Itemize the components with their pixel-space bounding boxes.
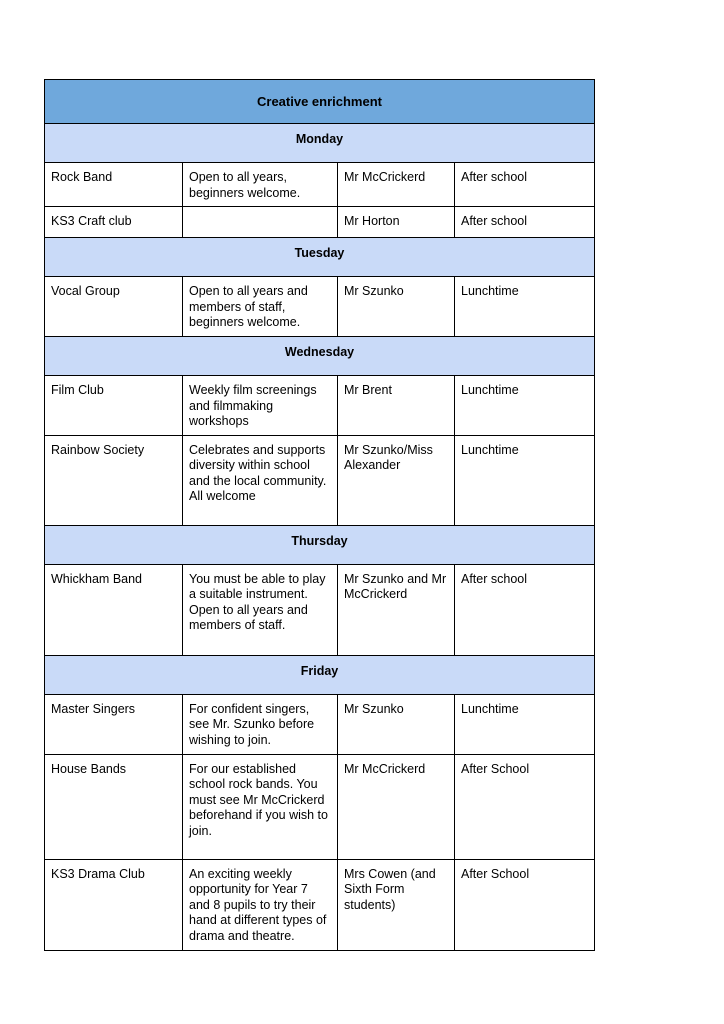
day-header-friday: Friday: [45, 655, 595, 694]
activity-cell: Whickham Band: [45, 564, 183, 655]
day-header-row: [45, 655, 595, 694]
staff-cell: Mrs Cowen (and Sixth Form students): [338, 859, 455, 950]
staff-cell: Mr Szunko/Miss Alexander: [338, 435, 455, 525]
table-row: [45, 207, 595, 238]
staff-cell: Mr Brent: [338, 376, 455, 436]
time-cell: After school: [455, 564, 595, 655]
table-row: [45, 277, 595, 337]
description-cell: An exciting weekly opportunity for Year 7 and 8 pupils to try their hand at different types of drama and theatre.: [183, 859, 338, 950]
staff-cell: Mr McCrickerd: [338, 163, 455, 207]
day-header-thursday: Thursday: [45, 525, 595, 564]
activity-cell: House Bands: [45, 754, 183, 859]
day-header-tuesday: Tuesday: [45, 238, 595, 277]
day-header-row: [45, 337, 595, 376]
day-header-row: [45, 238, 595, 277]
activity-cell: KS3 Craft club: [45, 207, 183, 238]
day-header-wednesday: Wednesday: [45, 337, 595, 376]
table-row: [45, 435, 595, 525]
activity-cell: Rock Band: [45, 163, 183, 207]
staff-cell: Mr Szunko and Mr McCrickerd: [338, 564, 455, 655]
time-cell: After School: [455, 754, 595, 859]
day-header-row: [45, 124, 595, 163]
description-cell: You must be able to play a suitable instrument. Open to all years and members of staff.: [183, 564, 338, 655]
day-header-monday: Monday: [45, 124, 595, 163]
description-cell: For confident singers, see Mr. Szunko before wishing to join.: [183, 694, 338, 754]
table-row: [45, 859, 595, 950]
staff-cell: Mr Szunko: [338, 694, 455, 754]
table-row: [45, 564, 595, 655]
activity-cell: Vocal Group: [45, 277, 183, 337]
time-cell: Lunchtime: [455, 694, 595, 754]
table-title-row: [45, 80, 595, 124]
activity-cell: KS3 Drama Club: [45, 859, 183, 950]
time-cell: After School: [455, 859, 595, 950]
time-cell: Lunchtime: [455, 376, 595, 436]
activity-cell: Rainbow Society: [45, 435, 183, 525]
time-cell: After school: [455, 163, 595, 207]
description-cell: Open to all years and members of staff, beginners welcome.: [183, 277, 338, 337]
creative-enrichment-table: [44, 79, 595, 951]
description-cell: [183, 207, 338, 238]
table-title: Creative enrichment: [45, 80, 595, 124]
day-header-row: [45, 525, 595, 564]
staff-cell: Mr Horton: [338, 207, 455, 238]
activity-cell: Film Club: [45, 376, 183, 436]
activity-cell: Master Singers: [45, 694, 183, 754]
description-cell: Open to all years, beginners welcome.: [183, 163, 338, 207]
staff-cell: Mr Szunko: [338, 277, 455, 337]
table-row: [45, 694, 595, 754]
description-cell: Celebrates and supports diversity within school and the local community. All welcome: [183, 435, 338, 525]
staff-cell: Mr McCrickerd: [338, 754, 455, 859]
description-cell: For our established school rock bands. You must see Mr McCrickerd beforehand if you wish to join.: [183, 754, 338, 859]
description-cell: Weekly film screenings and filmmaking workshops: [183, 376, 338, 436]
table-row: [45, 163, 595, 207]
time-cell: Lunchtime: [455, 435, 595, 525]
table-row: [45, 754, 595, 859]
time-cell: After school: [455, 207, 595, 238]
table-row: [45, 376, 595, 436]
time-cell: Lunchtime: [455, 277, 595, 337]
